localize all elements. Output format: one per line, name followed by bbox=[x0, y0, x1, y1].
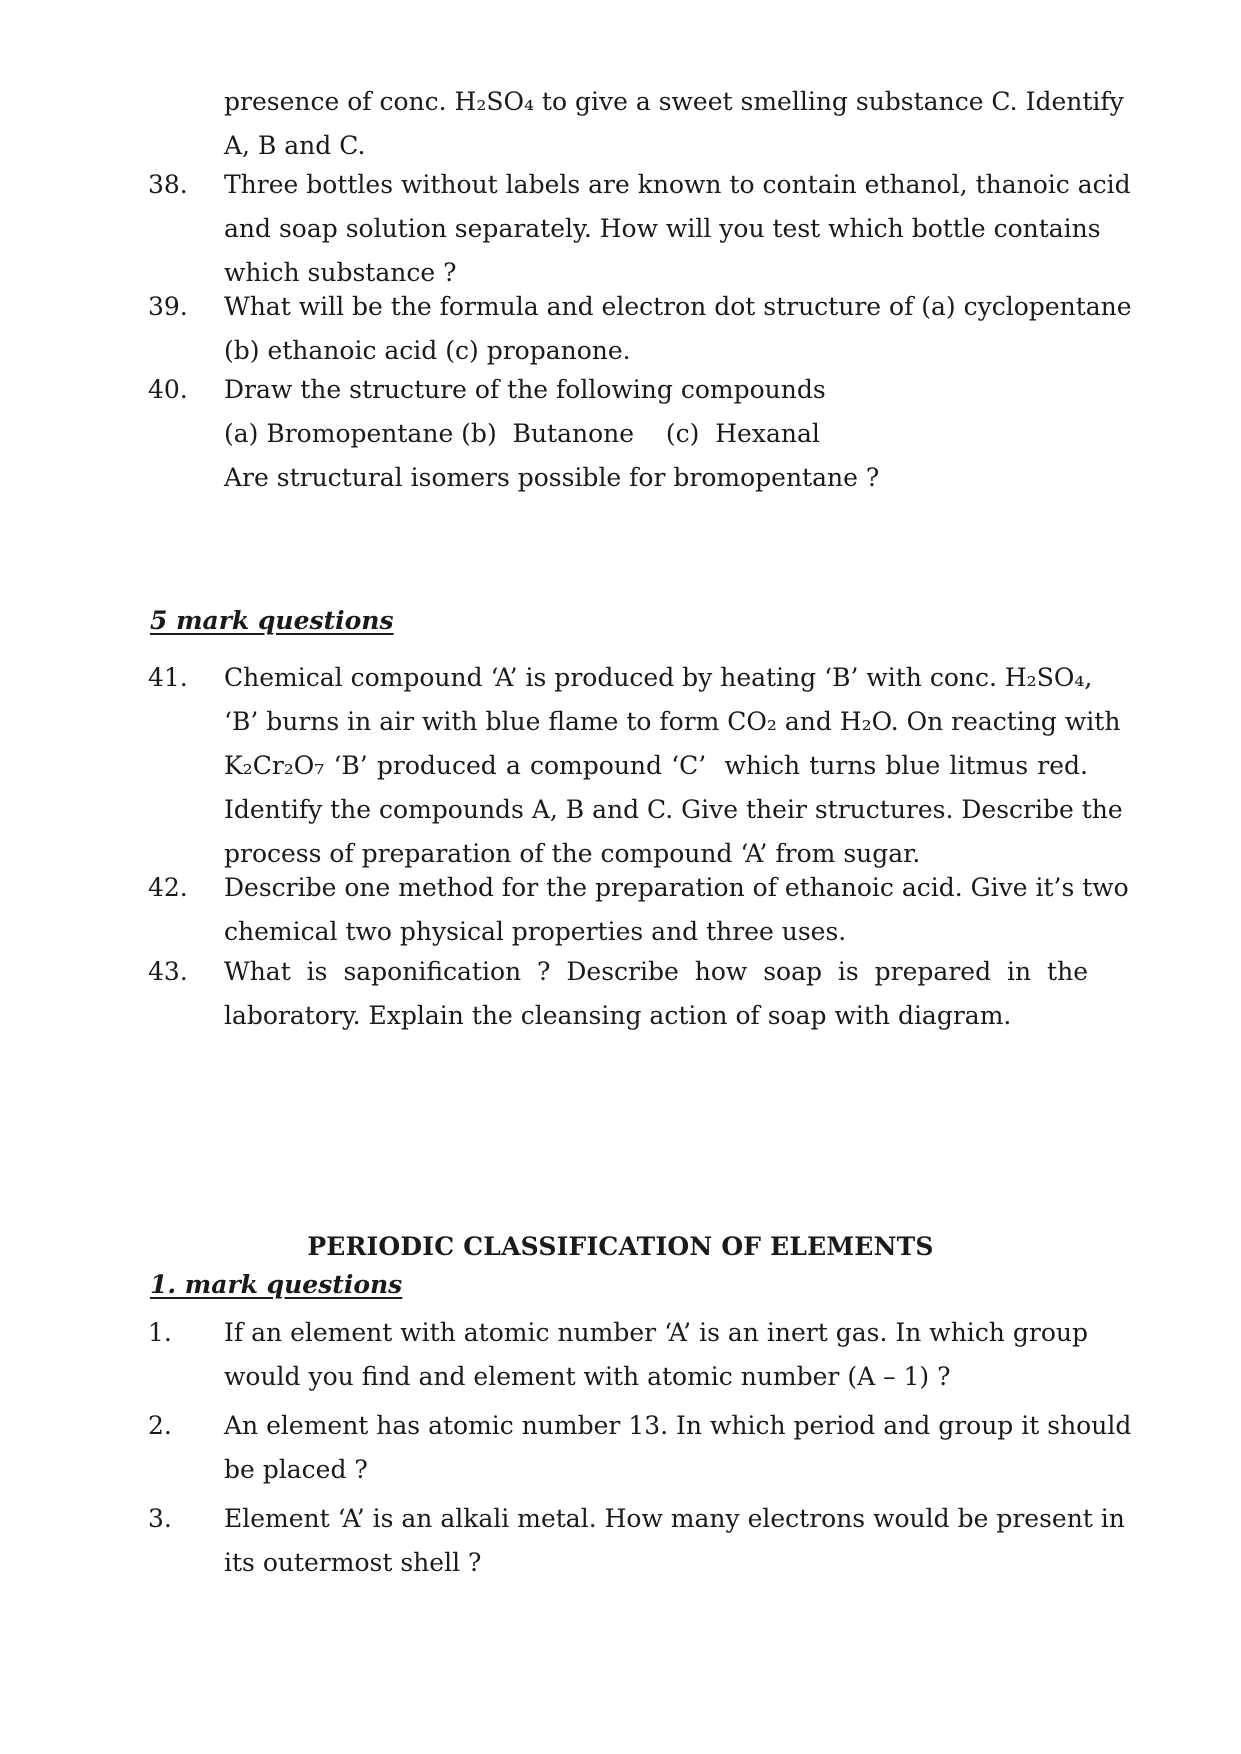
question-text bbox=[224, 368, 1088, 500]
question-number: 40. bbox=[148, 375, 188, 404]
question-text bbox=[224, 1311, 1088, 1399]
question-line: chemical two physical properties and three uses. bbox=[224, 917, 847, 946]
question-line: laboratory. Explain the cleansing action of soap with diagram. bbox=[224, 1001, 1012, 1030]
question-number: 41. bbox=[148, 663, 188, 692]
question-text bbox=[224, 866, 1129, 954]
question-line: What is saponification ? Describe how soap is prepared in the bbox=[224, 957, 1088, 986]
question-line: If an element with atomic number ‘A’ is an inert gas. In which group bbox=[224, 1318, 1088, 1347]
question-number: 38. bbox=[148, 170, 188, 199]
question-number: 1. bbox=[148, 1318, 172, 1347]
question-number: 42. bbox=[148, 873, 188, 902]
question-line: its outermost shell ? bbox=[224, 1548, 482, 1577]
question-text bbox=[224, 80, 1124, 168]
section-heading-5-mark: 5 mark questions bbox=[150, 606, 394, 635]
question-number: 43. bbox=[148, 957, 188, 986]
question-line: Element ‘A’ is an alkali metal. How many electrons would be present in bbox=[224, 1504, 1125, 1533]
question-text bbox=[224, 1497, 1125, 1585]
question-line: Draw the structure of the following compounds bbox=[224, 375, 826, 404]
question-line: which substance ? bbox=[224, 258, 457, 287]
question-text bbox=[224, 1404, 1132, 1492]
question-line: K₂Cr₂O₇ ‘B’ produced a compound ‘C’ which turns blue litmus red. bbox=[224, 751, 1088, 780]
question-text bbox=[224, 163, 1131, 295]
question-text bbox=[224, 950, 1088, 1038]
question-line: (a) Bromopentane (b) Butanone (c) Hexanal bbox=[224, 419, 820, 448]
question-line: Chemical compound ‘A’ is produced by heating ‘B’ with conc. H₂SO₄, bbox=[224, 663, 1093, 692]
question-text bbox=[224, 285, 1132, 373]
question-line: and soap solution separately. How will you test which bottle contains bbox=[224, 214, 1101, 243]
question-line: What will be the formula and electron dot structure of (a) cyclopentane bbox=[224, 292, 1132, 321]
question-line: (b) ethanoic acid (c) propanone. bbox=[224, 336, 631, 365]
question-number: 39. bbox=[148, 292, 188, 321]
question-line: An element has atomic number 13. In which period and group it should bbox=[224, 1411, 1132, 1440]
section-heading-1-mark: 1. mark questions bbox=[150, 1270, 403, 1299]
question-line: Three bottles without labels are known to contain ethanol, thanoic acid bbox=[224, 170, 1131, 199]
question-line: ‘B’ burns in air with blue flame to form CO₂ and H₂O. On reacting with bbox=[224, 707, 1121, 736]
question-line: presence of conc. H₂SO₄ to give a sweet smelling substance C. Identify bbox=[224, 87, 1124, 116]
question-line: Describe one method for the preparation of ethanoic acid. Give it’s two bbox=[224, 873, 1129, 902]
question-number: 3. bbox=[148, 1504, 172, 1533]
question-line: Identify the compounds A, B and C. Give their structures. Describe the bbox=[224, 795, 1123, 824]
question-number: 2. bbox=[148, 1411, 172, 1440]
question-line: Are structural isomers possible for bromopentane ? bbox=[224, 463, 880, 492]
question-line: be placed ? bbox=[224, 1455, 368, 1484]
question-line: A, B and C. bbox=[224, 131, 366, 160]
chapter-title: PERIODIC CLASSIFICATION OF ELEMENTS bbox=[307, 1232, 934, 1261]
question-line: would you find and element with atomic number (A – 1) ? bbox=[224, 1362, 951, 1391]
question-text bbox=[224, 656, 1123, 876]
question-line: process of preparation of the compound ‘A’ from sugar. bbox=[224, 839, 921, 868]
